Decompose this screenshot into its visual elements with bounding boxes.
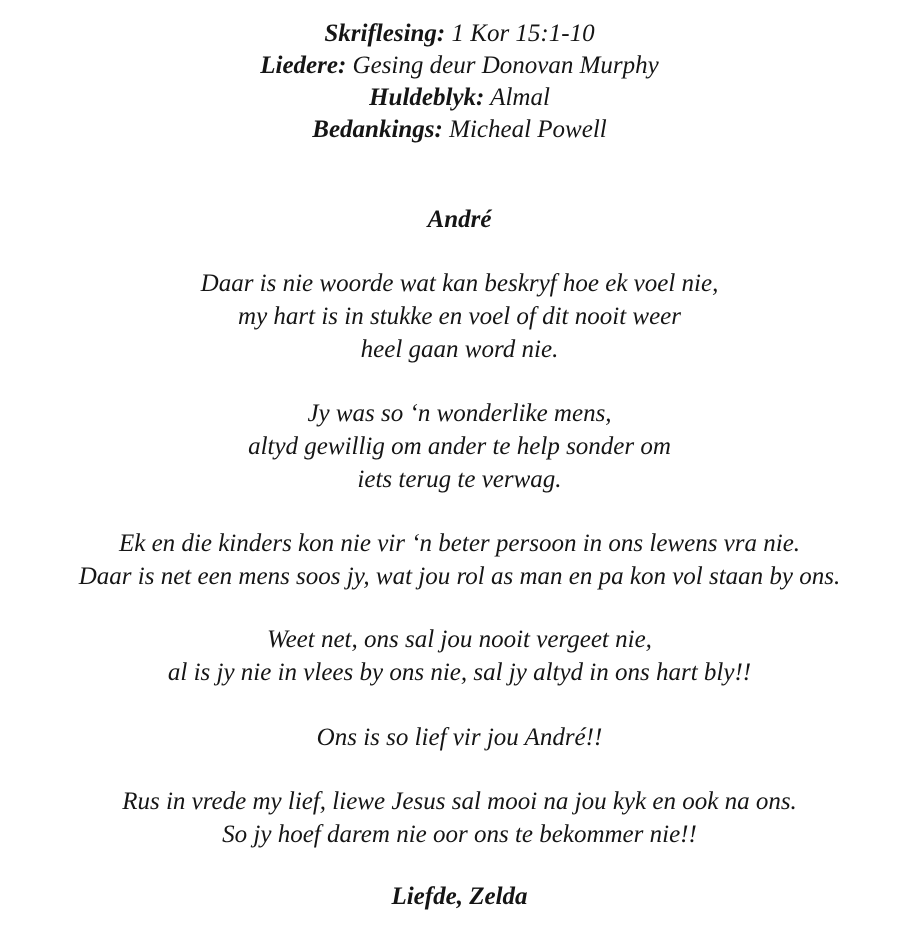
credit-value: Almal: [484, 84, 550, 111]
credit-scripture-reading: [0, 18, 919, 50]
credit-label: Bedankings:: [312, 116, 443, 143]
poem-signoff: Liefde, Zelda: [391, 883, 528, 910]
poem-line: Ons is so lief vir jou André!!: [316, 724, 603, 751]
credit-label: Skriflesing:: [324, 20, 446, 47]
credit-songs: [0, 50, 919, 82]
credit-value: Micheal Powell: [442, 116, 607, 143]
credit-tribute: [0, 82, 919, 114]
poem-line: Jy was so ‘n wonderlike mens,: [307, 400, 612, 427]
poem-line: my hart is in stukke en voel of dit nooit weer: [238, 303, 681, 330]
poem-line: Ek en die kinders kon nie vir ‘n beter persoon in ons lewens vra nie.: [118, 530, 801, 557]
poem-line: al is jy nie in vlees by ons nie, sal jy altyd in ons hart bly!!: [167, 659, 752, 686]
poem-title: André: [427, 206, 492, 233]
poem-line: Daar is nie woorde wat kan beskryf hoe ek voel nie,: [200, 270, 719, 297]
poem-line: iets terug te verwag.: [357, 466, 562, 493]
poem-line: So jy hoef darem nie oor ons te bekommer nie!!: [222, 821, 697, 848]
credit-label: Liedere:: [260, 52, 347, 79]
poem-line: Rus in vrede my lief, liewe Jesus sal mooi na jou kyk en ook na ons.: [122, 788, 797, 815]
credit-value: 1 Kor 15:1-10: [445, 20, 595, 47]
credit-thanks: [0, 114, 919, 146]
poem-line: heel gaan word nie.: [360, 336, 559, 363]
poem-line: altyd gewillig om ander te help sonder om: [248, 433, 671, 460]
poem-line: Daar is net een mens soos jy, wat jou rol as man en pa kon vol staan by ons.: [78, 563, 841, 590]
poem-line: Weet net, ons sal jou nooit vergeet nie,: [267, 626, 652, 653]
credit-value: Gesing deur Donovan Murphy: [346, 52, 659, 79]
credit-label: Huldeblyk:: [369, 84, 485, 111]
